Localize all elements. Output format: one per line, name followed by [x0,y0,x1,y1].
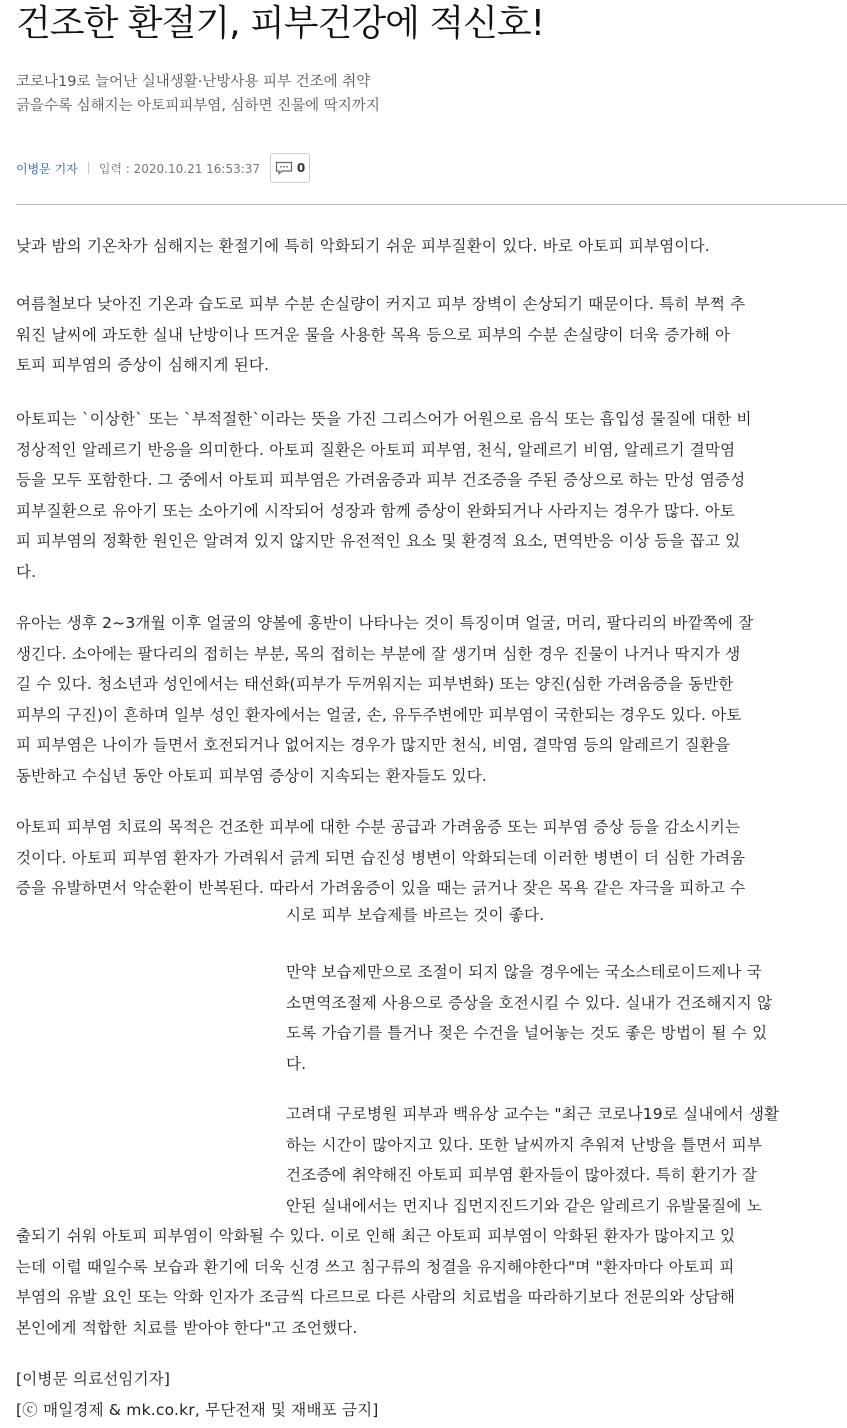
comment-button[interactable] [270,153,310,183]
paragraph-line: 워진 날씨에 과도한 실내 난방이나 뜨거운 물을 사용한 목욕 등으로 피부의 수분 손실량이 더욱 증가해 아 [16,325,731,344]
publish-date: 입력 : 2020.10.21 16:53:37 [98,161,261,176]
paragraph-line: 피부질환으로 유아기 또는 소아기에 시작되어 성장과 함께 증상이 완화되거나 사라지는 경우가 많다. 아토 [16,501,736,520]
paragraph-line: 낮과 밤의 기온차가 심해지는 환절기에 특히 악화되기 쉬운 피부질환이 있다. 바로 아토피 피부염이다. [16,237,710,255]
article-headline: 건조한 환절기, 피부건강에 적신호! [16,3,545,44]
paragraph-line: 시로 피부 보습제를 바르는 것이 좋다. [286,906,545,924]
article-paragraph [16,812,836,904]
article-paragraph [16,608,836,791]
article-paragraph [286,957,836,1079]
article-paragraph [286,1099,836,1221]
paragraph-line: 부염의 유발 요인 또는 악화 인자가 조금씩 다르므로 다른 사람의 치료법을 따라하기보다 전문의와 상담해 [16,1288,736,1306]
article-paragraph [16,231,836,262]
paragraph-line: 건조증에 취약해진 아토피 피부염 환자들이 많아졌다. 특히 환기가 잘 [286,1166,757,1184]
paragraph-line: 아토피는 `이상한` 또는 `부적절한`이라는 뜻을 가진 그리스어가 어원으로 음식 또는 흡입성 물질에 대한 비 [16,410,752,428]
subheadline-line: 코로나19로 늘어난 실내생활·난방사용 피부 건조에 취약 [16,74,371,90]
author-link[interactable]: 이병문 기자 [16,161,78,176]
paragraph-line: 본인에게 적합한 치료를 받아야 한다"고 조언했다. [16,1318,358,1337]
header-divider [16,204,847,205]
copyright-notice: [ⓒ 매일경제 & mk.co.kr, 무단전재 및 재배포 금지] [16,1400,379,1419]
paragraph-line: 다. [16,562,37,581]
article-paragraph-continued [286,900,836,931]
paragraph-line: 고려대 구로병원 피부과 백유상 교수는 "최근 코로나19로 실내에서 생활 [286,1105,780,1123]
paragraph-line: 아토피 피부염 치료의 목적은 건조한 피부에 대한 수분 공급과 가려움증 또는 피부염 증상 등을 감소시키는 [16,818,741,836]
article-paragraph [16,289,836,381]
paragraph-line: 것이다. 아토피 피부염 환자가 가려워서 긁게 되면 습진성 병변이 악화되는데 이러한 병변이 더 심한 가려움 [16,848,746,867]
article-meta [16,151,310,185]
article-paragraph [16,404,836,587]
paragraph-line: 도록 가습기를 틀거나 젖은 수건을 널어놓는 것도 좋은 방법이 될 수 있 [286,1024,768,1042]
paragraph-line: 는데 이럴 때일수록 보습과 환기에 더욱 신경 쓰고 침구류의 청결을 유지해야한다"며 "환자마다 아토피 피 [16,1257,735,1276]
paragraph-line: 안된 실내에서는 먼지나 집먼지진드기와 같은 알레르기 유발물질에 노 [286,1196,762,1215]
subheadline-line: 긁을수록 심해지는 아토피피부염, 심하면 진물에 딱지까지 [16,98,380,114]
paragraph-line: 하는 시간이 많아지고 있다. 또한 날씨까지 추워져 난방을 틀면서 피부 [286,1135,763,1154]
paragraph-line: 피 피부염의 정확한 원인은 알려져 있지 않지만 유전적인 요소 및 환경적 요소, 면역반응 이상 등을 꼽고 있 [16,532,741,550]
comment-count: 0 [296,161,306,175]
paragraph-line: 토피 피부염의 증상이 심해지게 된다. [16,356,270,374]
article-subheadline [16,70,380,118]
paragraph-line: 여름철보다 낮아진 기온과 습도로 피부 수분 손실량이 커지고 피부 장벽이 손상되기 때문이다. 특히 부쩍 추 [16,295,746,313]
paragraph-line: 증을 유발하면서 악순환이 반복된다. 따라서 가려움증이 있을 때는 긁거나 잦은 목욕 같은 자극을 피하고 수 [16,879,746,897]
paragraph-line: 피부의 구진)이 흔하며 일부 성인 환자에서는 얼굴, 손, 유두주변에만 피부염이 국한되는 경우도 있다. 아토 [16,705,742,724]
reporter-byline: [이병문 의료선임기자] [16,1370,171,1388]
paragraph-line: 생긴다. 소아에는 팔다리의 접히는 부분, 목의 접히는 부분에 잘 생기며 심한 경우 진물이 나거나 딱지가 생 [16,644,741,663]
article-paragraph-continued [16,1221,836,1343]
paragraph-line: 출되기 쉬워 아토피 피부염이 악화될 수 있다. 이로 인해 최근 아토피 피부염이 악화된 환자가 많아지고 있 [16,1227,736,1245]
paragraph-line: 동반하고 수십년 동안 아토피 피부염 증상이 지속되는 환자들도 있다. [16,766,487,785]
paragraph-line: 등을 모두 포함한다. 그 중에서 아토피 피부염은 가려움증과 피부 건조증을 주된 증상으로 하는 만성 염증성 [16,471,746,489]
paragraph-line: 유아는 생후 2~3개월 이후 얼굴의 양볼에 홍반이 나타나는 것이 특징이며 얼굴, 머리, 팔다리의 바깥쪽에 잘 [16,614,754,632]
paragraph-line: 길 수 있다. 청소년과 성인에서는 태선화(피부가 두꺼워지는 피부변화) 또는 양진(심한 가려움증을 동반한 [16,675,734,693]
paragraph-line: 피 피부염은 나이가 들면서 호전되거나 없어지는 경우가 많지만 천식, 비염, 결막염 등의 알레르기 질환을 [16,736,731,754]
article-byline [16,1364,836,1425]
speech-bubble-icon [275,161,293,175]
meta-divider [88,162,89,174]
paragraph-line: 소면역조절제 사용으로 증상을 호전시킬 수 있다. 실내가 건조해지지 않 [286,993,773,1012]
paragraph-line: 다. [286,1054,307,1073]
paragraph-line: 만약 보습제만으로 조절이 되지 않을 경우에는 국소스테로이드제나 국 [286,963,762,981]
paragraph-line: 정상적인 알레르기 반응을 의미한다. 아토피 질환은 아토피 피부염, 천식, 알레르기 비염, 알레르기 결막염 [16,440,736,459]
